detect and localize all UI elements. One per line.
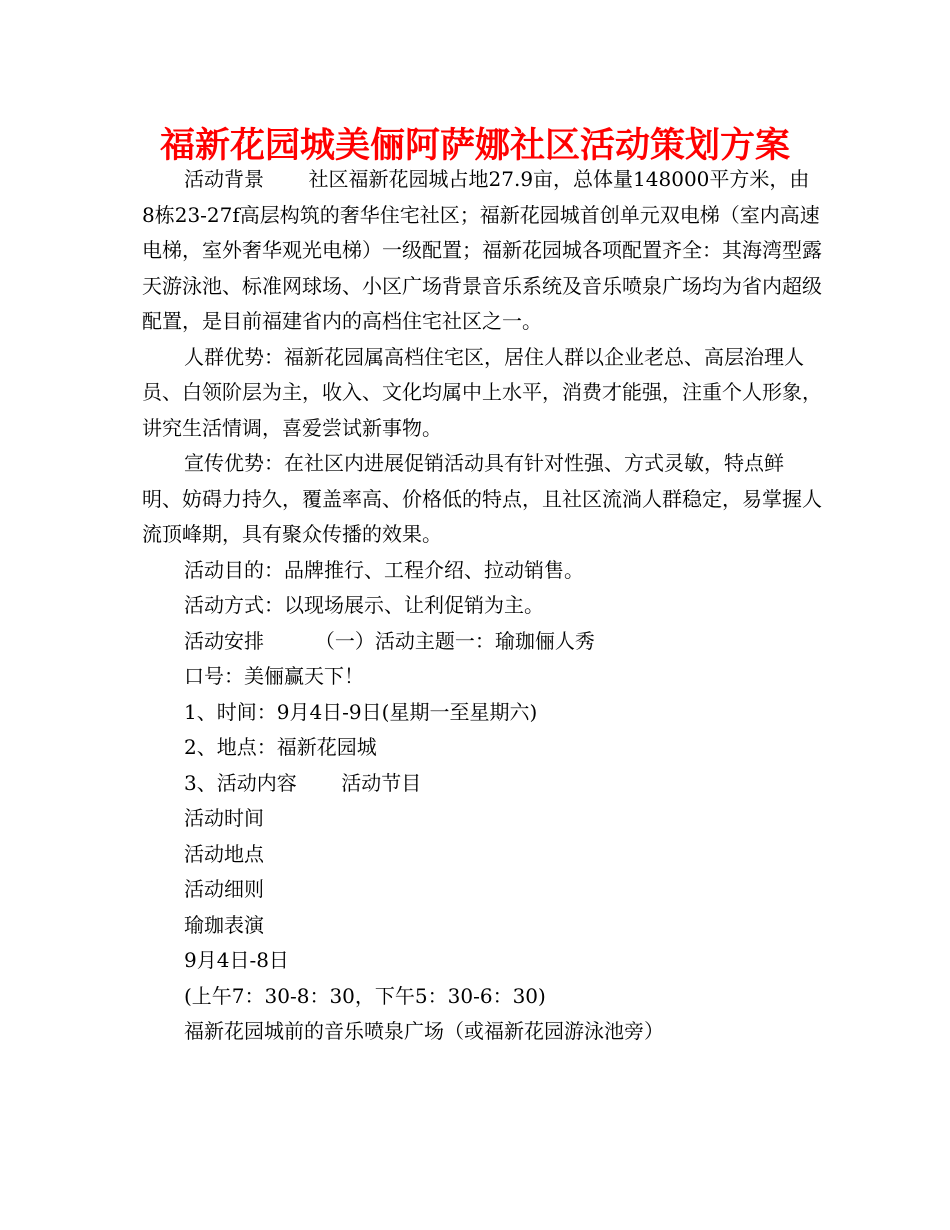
line-activity-place: 活动地点 <box>184 841 264 866</box>
line-slogan: 口号：美俪赢天下！ <box>184 664 364 688</box>
line-activity-rules: 活动细则 <box>184 877 264 901</box>
paragraph-audience: 人群优势：福新花园属高档住宅区，居住人群以企业老总、高层治理人员、白领阶层为主，收入、文化均属中上水平，消费才能强，注重个人形象，讲究生活情调，喜爱尝试新事物。 <box>142 344 822 440</box>
line-dates: 9月4日-8日 <box>184 948 289 972</box>
content-label: 3、活动内容 <box>184 770 297 795</box>
line-location: 2、地点：福新花园城 <box>184 735 377 759</box>
arrangement-label: 活动安排 <box>184 628 264 653</box>
arrangement-text: （一）活动主题一：瑜珈俪人秀 <box>314 628 595 653</box>
document-body <box>142 162 822 1050</box>
line-hours: (上午7：30-8：30，下午5：30-6：30) <box>184 983 546 1008</box>
line-arrangement <box>142 624 822 660</box>
paragraph-publicity: 宣传优势：在社区内进展促销活动具有针对性强、方式灵敏，特点鲜明、妨碍力持久，覆盖率高、价格低的特点，且社区流淌人群稳定，易掌握人流顶峰期，具有聚众传播的效果。 <box>142 451 822 546</box>
background-text: 社区福新花园城占地27.9亩，总体量148000平方米，由8栋23-27f高层构筑的奢华住宅社区；福新花园城首创单元双电梯（室内高速电梯，室外奢华观光电梯）一级配置；福新花园城各项配置齐全：其海湾型露天游泳池、标准网球场、小区广场背景音乐系统及音乐喷泉广场均为省内超级配置，是目前福建省内的高档住宅社区之一。 <box>142 167 822 333</box>
document-title: 福新花园城美俪阿萨娜社区活动策划方案 <box>159 126 790 166</box>
background-label: 活动背景 <box>184 167 264 191</box>
line-activity-time: 活动时间 <box>184 806 264 830</box>
line-goal: 活动目的：品牌推行、工程介绍、拉动销售。 <box>184 557 584 582</box>
line-yoga-show: 瑜珈表演 <box>184 912 264 937</box>
content-text: 活动节目 <box>341 770 422 795</box>
paragraph-background <box>142 162 822 340</box>
line-method: 活动方式：以现场展示、让利促销为主。 <box>184 593 544 617</box>
line-time: 1、时间：9月4日-9日(星期一至星期六) <box>184 699 538 724</box>
line-venue: 福新花园城前的音乐喷泉广场（或福新花园游泳池旁） <box>184 1019 664 1043</box>
line-content <box>142 766 822 802</box>
